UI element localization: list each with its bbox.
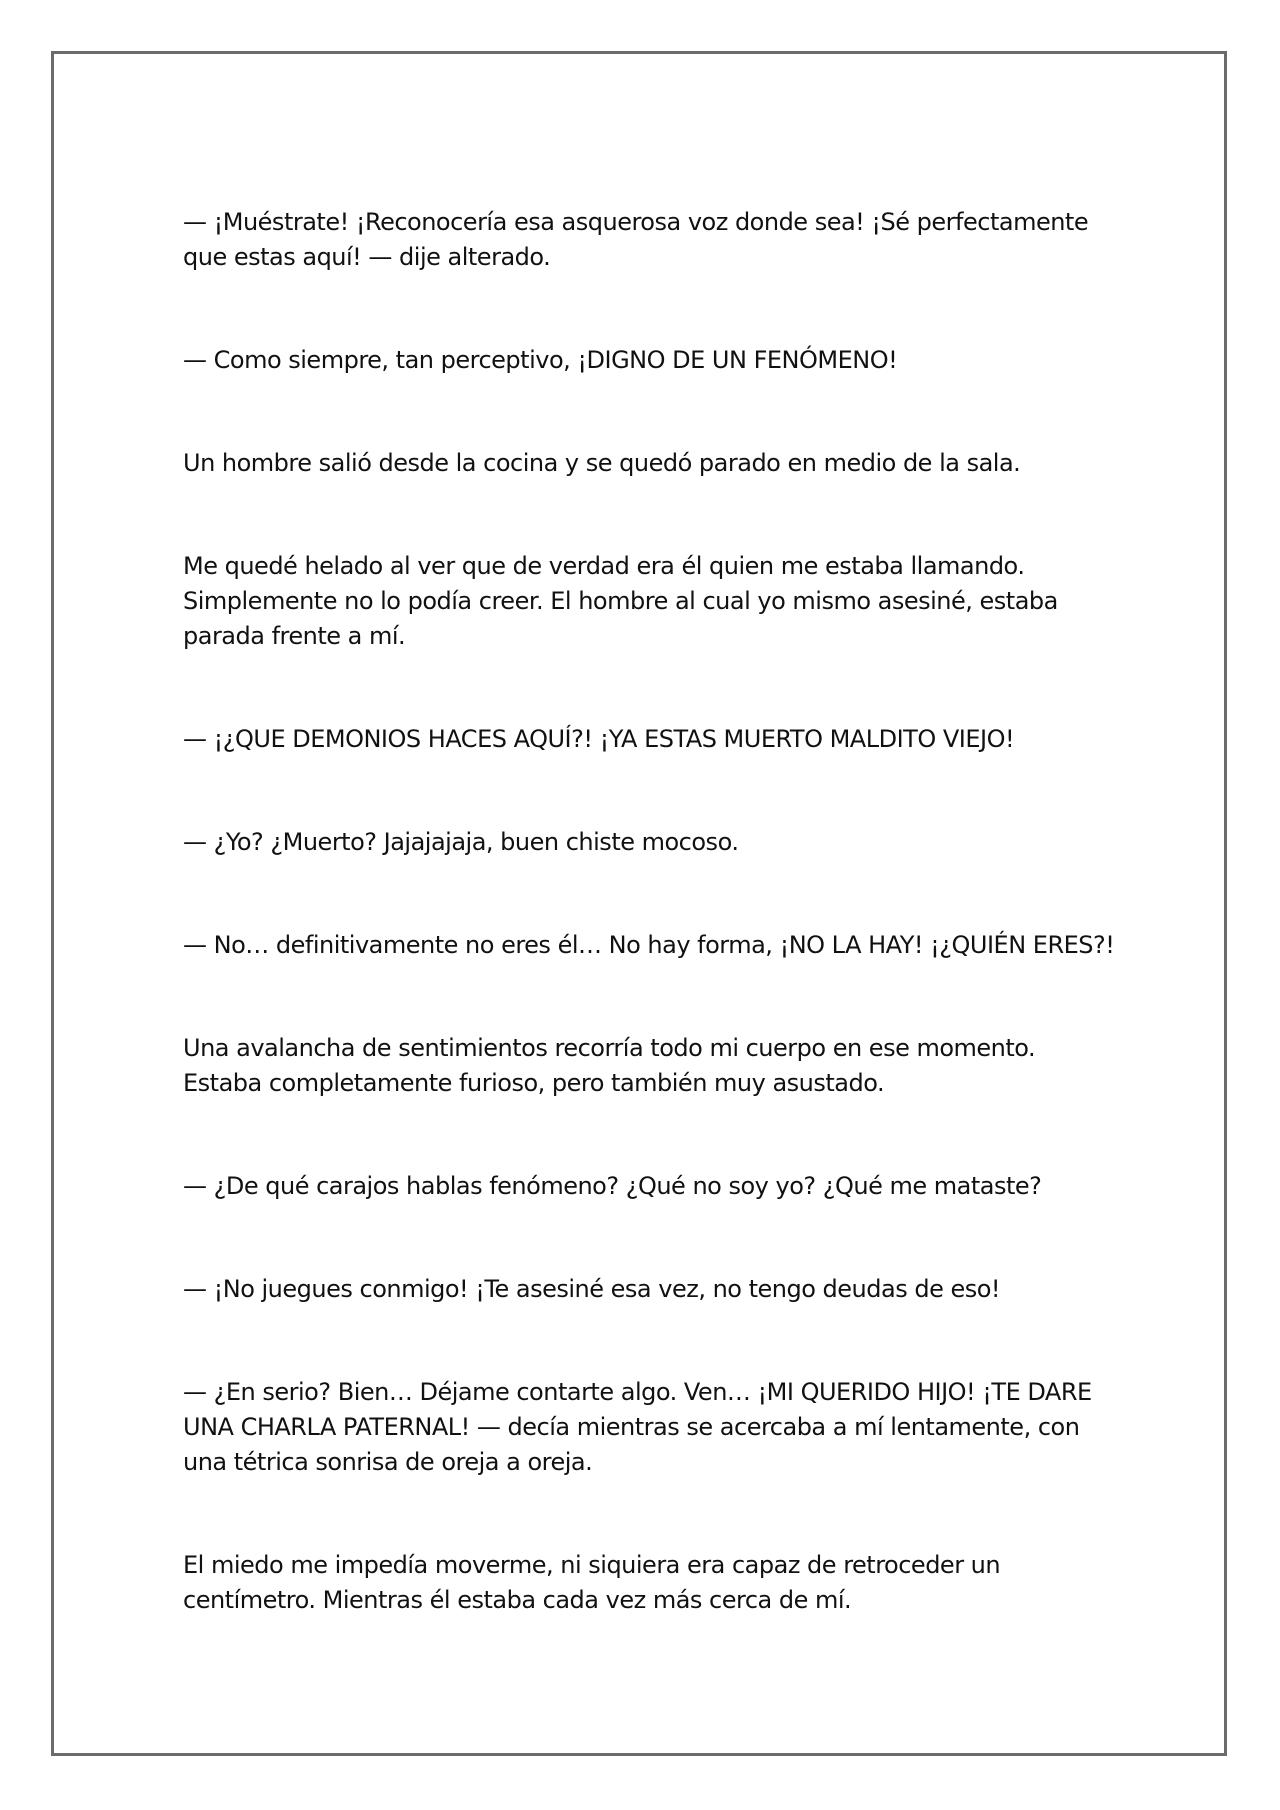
paragraph-9: — ¿De qué carajos hablas fenómeno? ¿Qué no soy yo? ¿Qué me mataste? xyxy=(183,1172,1042,1200)
paragraph-12: El miedo me impedía moverme, ni siquiera era capaz de retroceder un centímetro. Mientras él estaba cada vez más cerca de mí. xyxy=(183,1551,1001,1614)
paragraph-5: — ¡¿QUE DEMONIOS HACES AQUÍ?! ¡YA ESTAS MUERTO MALDITO VIEJO! xyxy=(183,725,1015,753)
paragraph-1: — ¡Muéstrate! ¡Reconocería esa asquerosa voz donde sea! ¡Sé perfectamente que estas aquí! — dije alterado. xyxy=(183,208,1089,271)
paragraph-8: Una avalancha de sentimientos recorría todo mi cuerpo en ese momento. Estaba completamente furioso, pero también muy asustado. xyxy=(183,1034,1036,1097)
paragraph-4: Me quedé helado al ver que de verdad era él quien me estaba llamando. Simplemente no lo podía creer. El hombre al cual yo mismo asesiné, estaba parada frente a mí. xyxy=(183,552,1058,650)
paragraph-7: — No… definitivamente no eres él… No hay forma, ¡NO LA HAY! ¡¿QUIÉN ERES?! xyxy=(183,931,1115,959)
paragraph-10: — ¡No juegues conmigo! ¡Te asesiné esa vez, no tengo deudas de eso! xyxy=(183,1275,1001,1303)
document-body xyxy=(183,205,1118,1618)
paragraph-2: — Como siempre, tan perceptivo, ¡DIGNO DE UN FENÓMENO! xyxy=(183,346,898,374)
paragraph-6: — ¿Yo? ¿Muerto? Jajajajaja, buen chiste mocoso. xyxy=(183,828,739,856)
paragraph-3: Un hombre salió desde la cocina y se quedó parado en medio de la sala. xyxy=(183,449,1021,477)
paragraph-11: — ¿En serio? Bien… Déjame contarte algo. Ven… ¡MI QUERIDO HIJO! ¡TE DARE UNA CHARLA PATERNAL! — decía mientras se acercaba a mí lentamente, con una tétrica sonrisa de oreja a oreja. xyxy=(183,1378,1092,1476)
